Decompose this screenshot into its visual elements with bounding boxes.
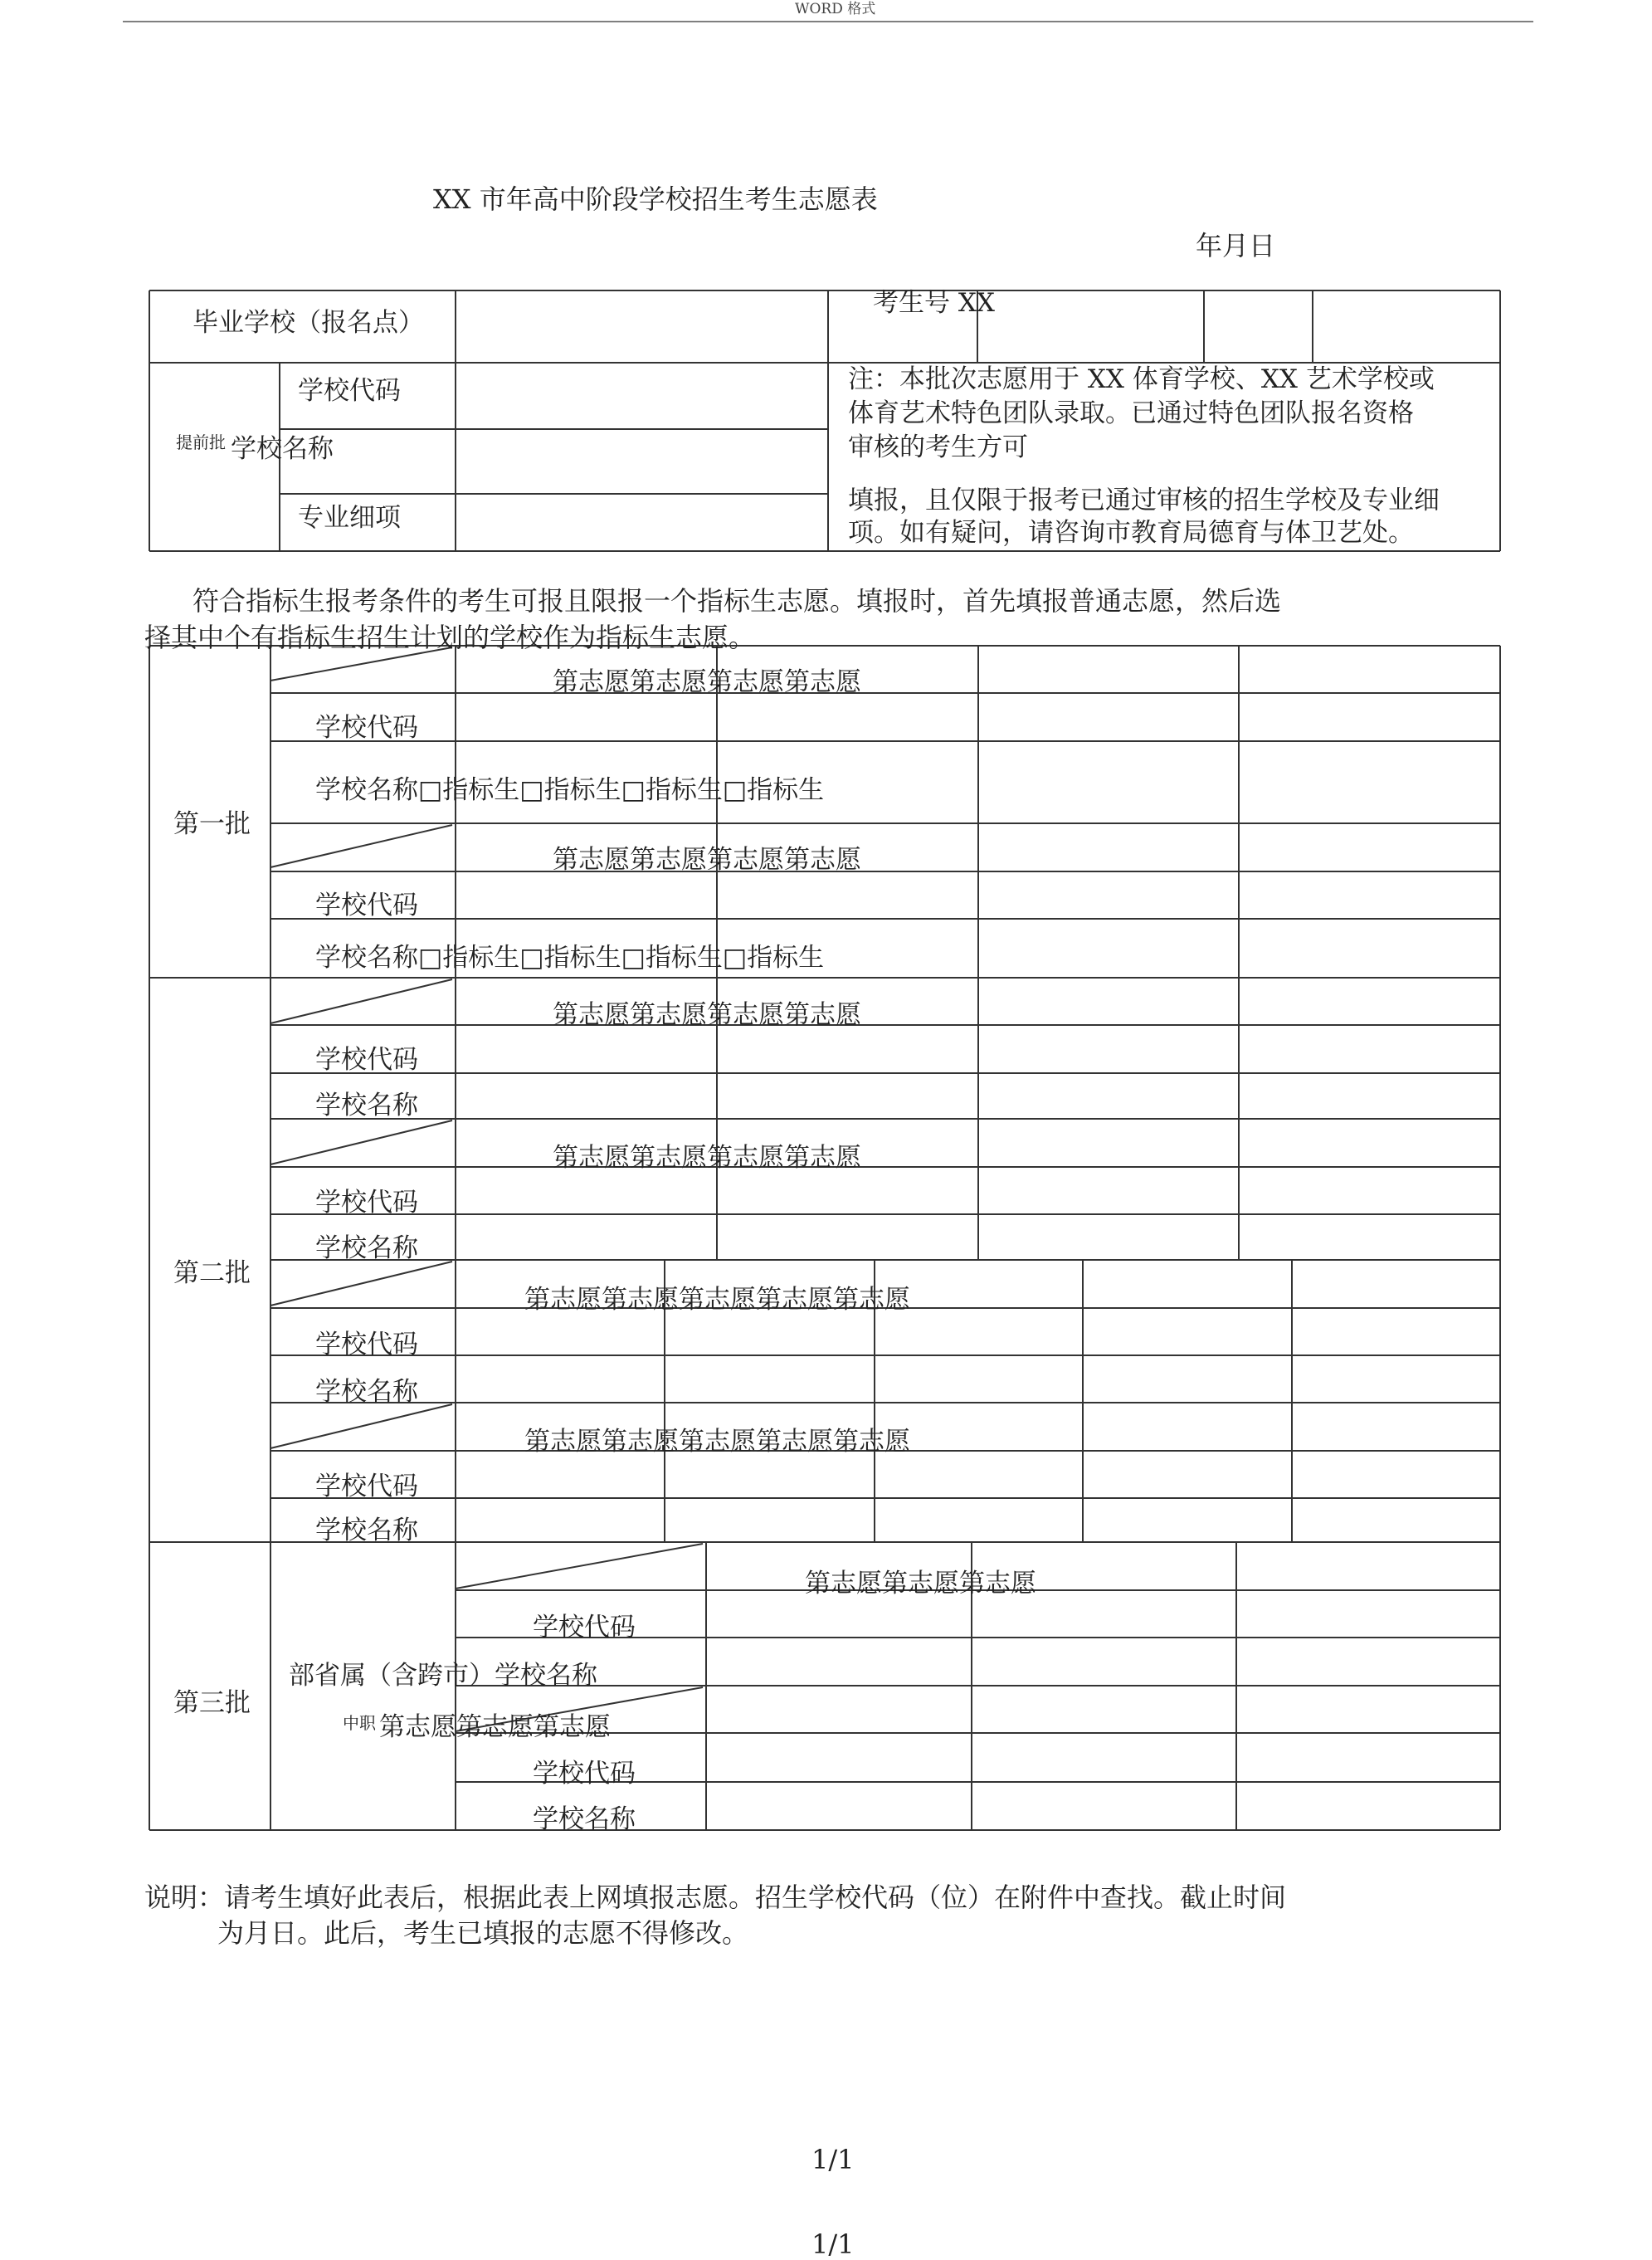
school-code-label: 学校代码 bbox=[315, 1472, 418, 1501]
early-school-name-label: 学校名称 bbox=[231, 434, 334, 464]
school-name-index-label: 学校名称□指标生□指标生□指标生□指标生 bbox=[315, 943, 825, 973]
vocational-wish-header: 第志愿第志愿第志愿 bbox=[379, 1712, 611, 1742]
intro-line: 符合指标生报考条件的考生可报且限报一个指标生志愿。填报时，首先填报普通志愿，然后选 bbox=[192, 585, 1282, 617]
graduate-school-label: 毕业学校（报名点） bbox=[192, 308, 424, 338]
diagonal-b3a bbox=[456, 1544, 703, 1589]
page-number-footer: 1/1 bbox=[811, 2228, 855, 2260]
school-name-label: 学校名称 bbox=[315, 1233, 418, 1263]
batch-1-label: 第一批 bbox=[173, 809, 251, 839]
school-name-label: 学校名称 bbox=[315, 1516, 418, 1545]
exam-number-label: 考生号 XX bbox=[873, 288, 995, 318]
school-name-label: 学校名称 bbox=[315, 1091, 418, 1120]
vocational-label: 中职 bbox=[343, 1713, 376, 1733]
diagonal-b2d bbox=[270, 1404, 452, 1448]
wish-header-row: 第志愿第志愿第志愿第志愿 bbox=[553, 1000, 861, 1030]
early-note-line: 审核的考生方可 bbox=[848, 432, 1028, 462]
major-detail-label: 专业细项 bbox=[298, 503, 401, 533]
diagonal-b1b bbox=[270, 825, 452, 867]
wish-header-row: 第志愿第志愿第志愿第志愿 bbox=[553, 667, 861, 697]
wish-header-row: 第志愿第志愿第志愿第志愿第志愿 bbox=[524, 1427, 910, 1457]
intro-line: 择其中个有指标生招生计划的学校作为指标生志愿。 bbox=[144, 622, 756, 653]
provincial-school-name-label: 部省属（含跨市）学校名称 bbox=[289, 1661, 597, 1691]
school-name-label: 学校名称 bbox=[533, 1804, 636, 1834]
early-note-line: 填报，且仅限于报考已通过审核的招生学校及专业细 bbox=[848, 486, 1440, 515]
batch-2-label: 第二批 bbox=[173, 1258, 251, 1288]
school-code-label: 学校代码 bbox=[533, 1613, 636, 1643]
school-code-label: 学校代码 bbox=[315, 1188, 418, 1218]
date-label: 年月日 bbox=[1196, 230, 1276, 261]
school-code-label: 学校代码 bbox=[315, 891, 418, 920]
school-code-label: 学校代码 bbox=[533, 1759, 636, 1789]
school-name-label: 学校名称 bbox=[315, 1377, 418, 1407]
diagonal-b2b bbox=[270, 1120, 452, 1164]
early-school-code-label: 学校代码 bbox=[298, 376, 401, 406]
wish-header-row: 第志愿第志愿第志愿第志愿 bbox=[553, 1143, 861, 1173]
wish-header-row: 第志愿第志愿第志愿第志愿第志愿 bbox=[524, 1285, 910, 1315]
footer-note-line2: 为月日。此后，考生已填报的志愿不得修改。 bbox=[217, 1917, 749, 1949]
early-note-line: 项。如有疑问，请咨询市教育局德育与体卫艺处。 bbox=[848, 518, 1414, 548]
school-name-index-label: 学校名称□指标生□指标生□指标生□指标生 bbox=[315, 775, 825, 805]
diagonal-b2a bbox=[270, 979, 452, 1023]
form-title: XX 市年高中阶段学校招生考生志愿表 bbox=[433, 183, 878, 215]
wish-header-row: 第志愿第志愿第志愿第志愿 bbox=[553, 845, 861, 875]
footer-note-line1: 说明：请考生填好此表后，根据此表上网填报志愿。招生学校代码（位）在附件中查找。截止时间 bbox=[144, 1882, 1287, 1913]
early-note-line: 注：本批次志愿用于 XX 体育学校、XX 艺术学校或 bbox=[848, 364, 1435, 394]
early-batch-label: 提前批 bbox=[176, 432, 226, 452]
page-header-label: WORD 格式 bbox=[795, 1, 876, 17]
early-note-line: 体育艺术特色团队录取。已通过特色团队报名资格 bbox=[848, 398, 1414, 428]
school-code-label: 学校代码 bbox=[315, 713, 418, 743]
diagonal-b2c bbox=[270, 1262, 452, 1306]
wish-header-row: 第志愿第志愿第志愿 bbox=[805, 1569, 1036, 1599]
school-code-label: 学校代码 bbox=[315, 1045, 418, 1075]
batch-3-label: 第三批 bbox=[173, 1688, 251, 1718]
school-code-label: 学校代码 bbox=[315, 1330, 418, 1359]
page-number: 1/1 bbox=[811, 2144, 855, 2175]
